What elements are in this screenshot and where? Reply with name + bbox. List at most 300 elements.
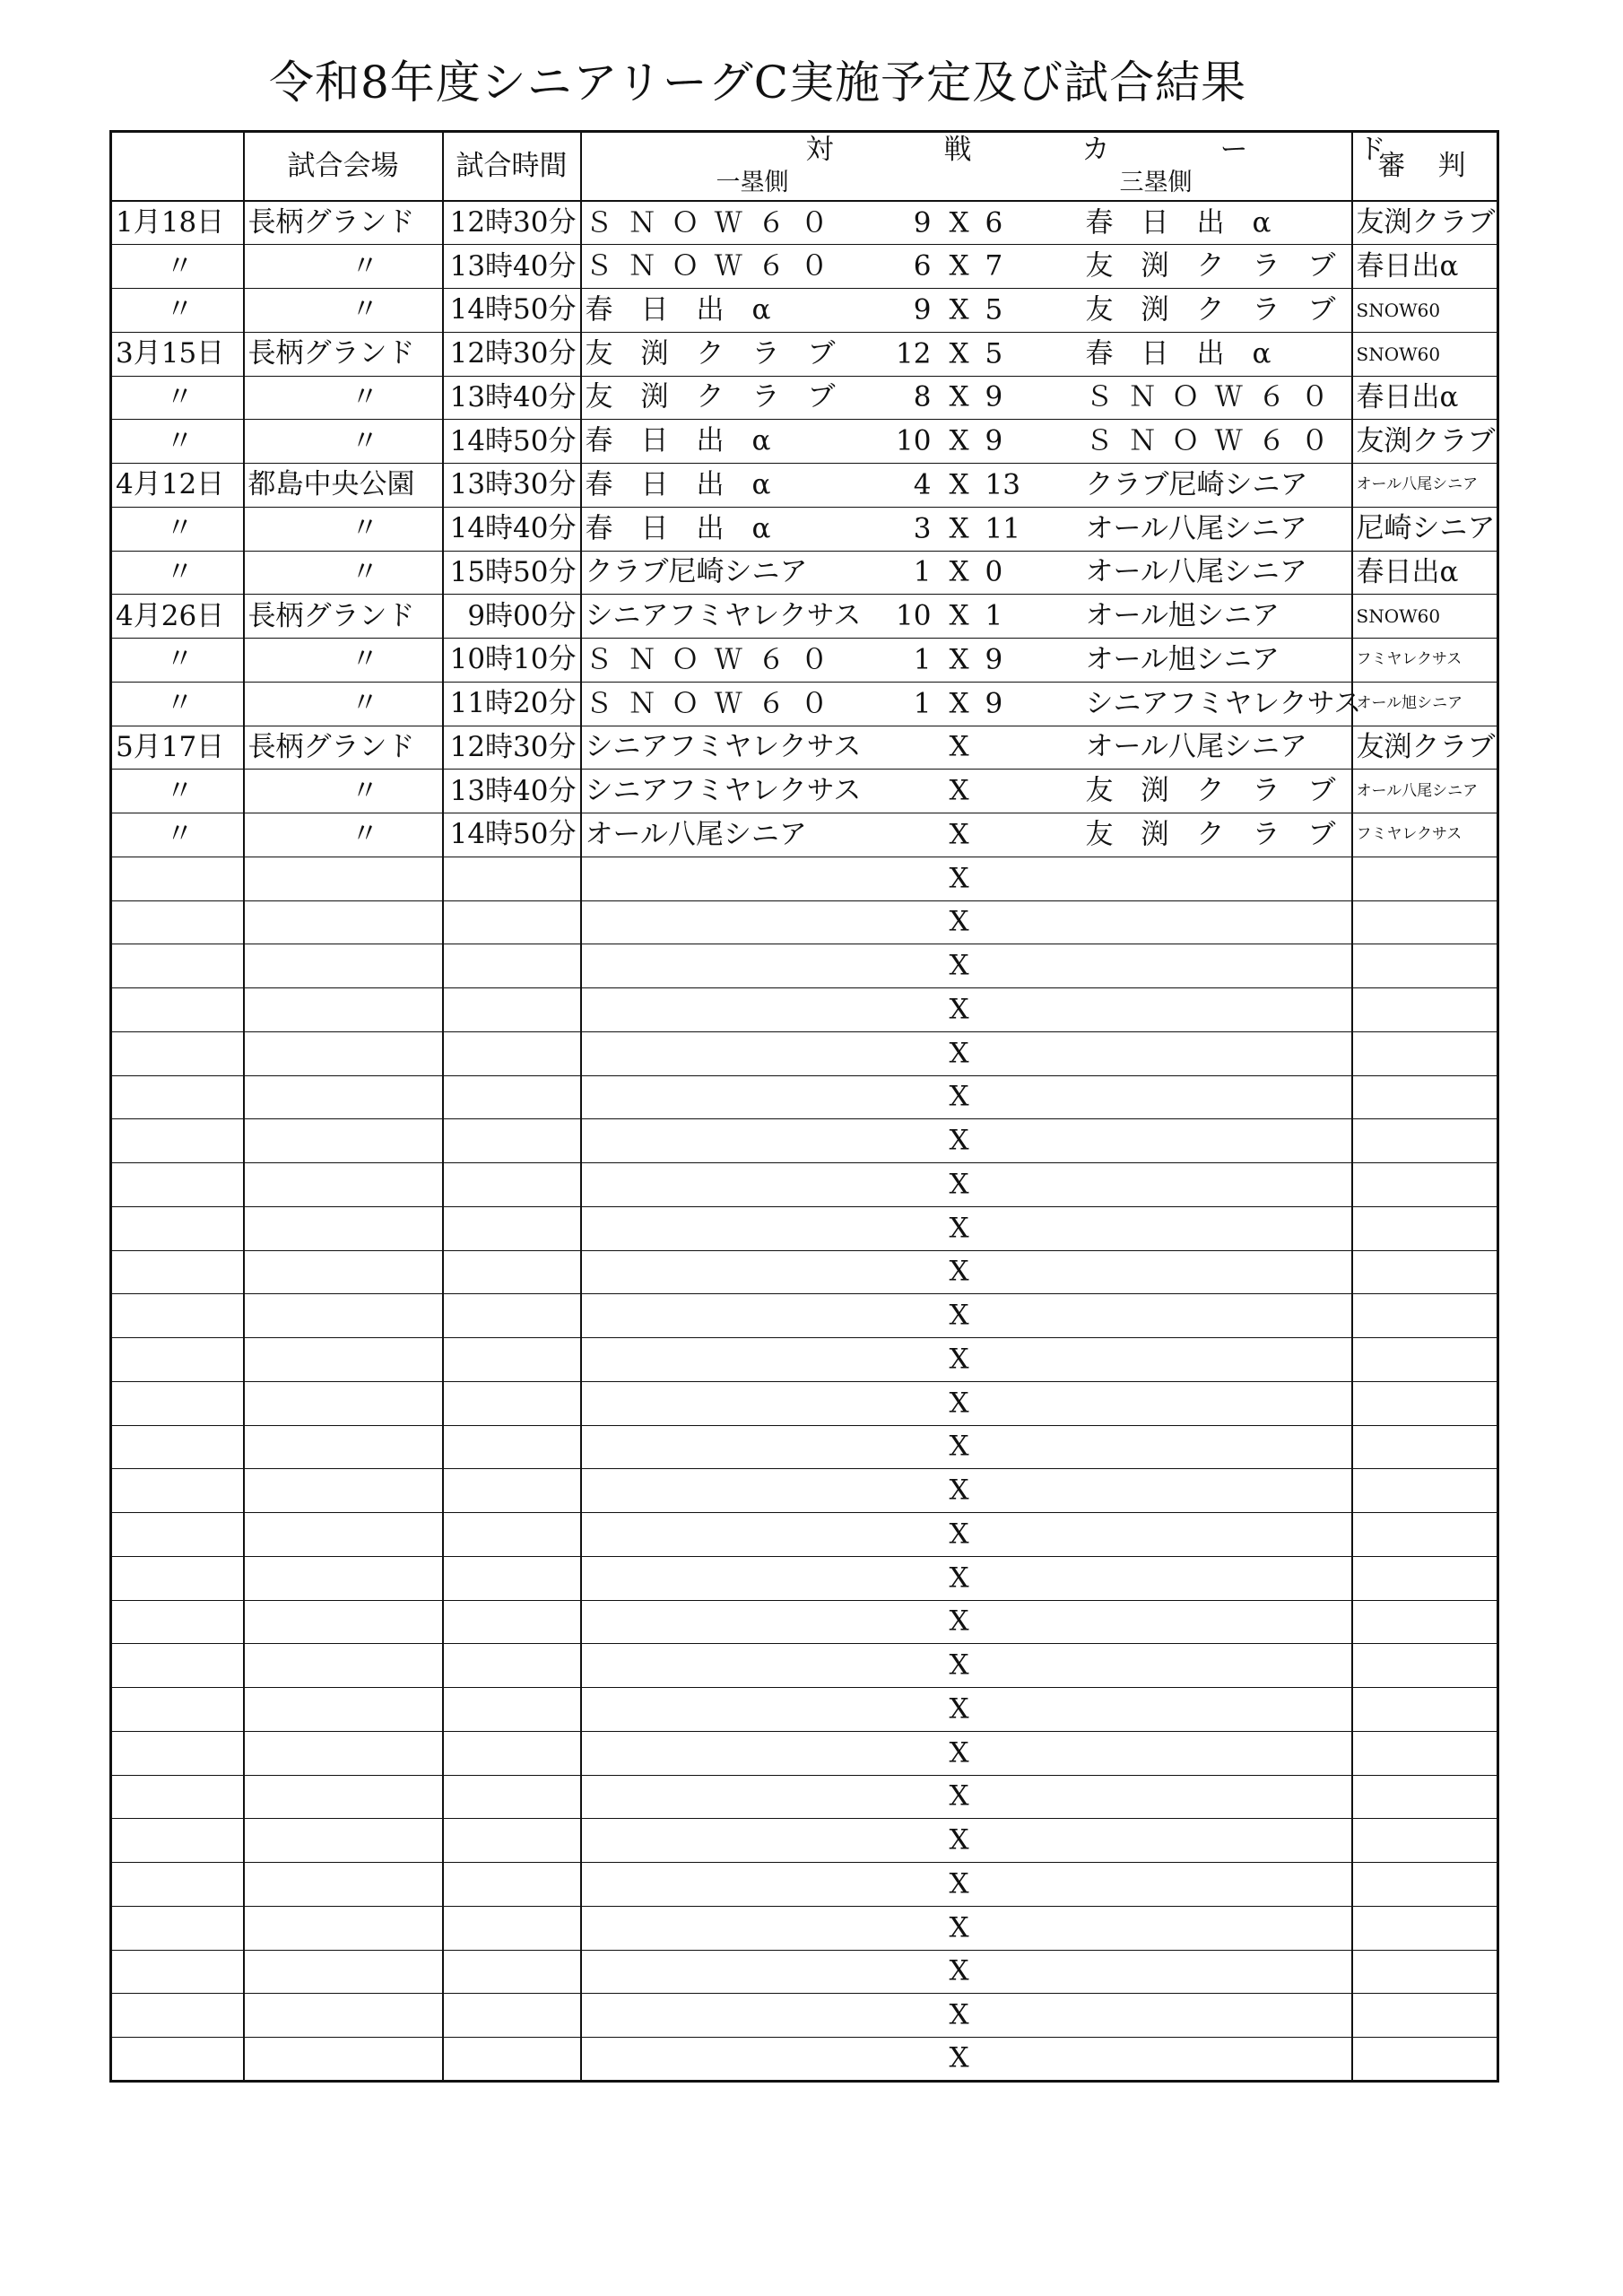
game-referee: 友渕クラブ — [1352, 420, 1498, 464]
empty-cell — [1352, 1644, 1498, 1688]
empty-row — [111, 1163, 1498, 1207]
game-time: 12時30分 — [443, 201, 581, 245]
empty-cell — [244, 1294, 443, 1338]
empty-cell — [1352, 988, 1498, 1032]
empty-row — [111, 1775, 1498, 1819]
empty-cell — [244, 988, 443, 1032]
first-base-score: 1 — [913, 687, 932, 720]
empty-row — [111, 1075, 1498, 1119]
game-card — [581, 1031, 1352, 1075]
empty-cell — [1352, 1556, 1498, 1600]
vs-mark: X — [949, 1124, 969, 1157]
first-base-score: 10 — [896, 599, 932, 632]
game-time: 13時30分 — [443, 464, 581, 508]
third-base-score: 13 — [985, 468, 1020, 501]
first-base-team: 友 渕 ク ラ ブ — [585, 337, 836, 370]
game-venue: 〃 — [244, 639, 443, 683]
game-card — [581, 1469, 1352, 1513]
vs-mark: X — [949, 905, 969, 938]
empty-cell — [443, 1906, 581, 1950]
table-row — [111, 770, 1498, 813]
game-card — [581, 1644, 1352, 1688]
empty-cell — [111, 1731, 244, 1775]
empty-cell — [443, 1644, 581, 1688]
vs-mark: X — [949, 1299, 969, 1332]
game-date: 5月17日 — [111, 726, 244, 770]
game-time: 11時20分 — [443, 682, 581, 726]
empty-cell — [1352, 1294, 1498, 1338]
empty-row — [111, 1338, 1498, 1382]
vs-mark: X — [949, 1736, 969, 1770]
empty-cell — [244, 1863, 443, 1907]
empty-cell — [443, 1163, 581, 1207]
empty-row — [111, 1556, 1498, 1600]
first-base-team: 春 日 出 α — [585, 468, 771, 501]
game-card — [581, 1950, 1352, 1994]
empty-cell — [244, 1731, 443, 1775]
empty-cell — [443, 1994, 581, 2038]
third-base-score: 7 — [985, 249, 1003, 283]
empty-cell — [443, 2038, 581, 2082]
empty-cell — [244, 1075, 443, 1119]
empty-cell — [1352, 1819, 1498, 1863]
vs-mark: X — [949, 293, 969, 326]
first-base-team: シニアフミヤレクサス — [585, 774, 862, 807]
empty-row — [111, 1863, 1498, 1907]
game-card — [581, 1294, 1352, 1338]
header-card-title: 対 戦 カ ー ド — [805, 134, 1428, 166]
vs-mark: X — [949, 1343, 969, 1376]
first-base-score: 1 — [913, 643, 932, 676]
empty-cell — [443, 1381, 581, 1425]
table-row — [111, 420, 1498, 464]
game-venue: 〃 — [244, 420, 443, 464]
game-date: 〃 — [111, 682, 244, 726]
game-card — [581, 1731, 1352, 1775]
empty-cell — [111, 1250, 244, 1294]
empty-cell — [443, 1031, 581, 1075]
vs-mark: X — [949, 1430, 969, 1463]
empty-cell — [244, 1206, 443, 1250]
empty-row — [111, 1688, 1498, 1732]
empty-row — [111, 1600, 1498, 1644]
table-row — [111, 201, 1498, 245]
table-row — [111, 813, 1498, 857]
empty-cell — [443, 1206, 581, 1250]
vs-mark: X — [949, 2041, 969, 2074]
third-base-team: 友 渕 ク ラ ブ — [1085, 774, 1336, 807]
empty-cell — [111, 1819, 244, 1863]
third-base-team: シニアフミヤレクサス — [1085, 687, 1362, 720]
game-venue: 都島中央公園 — [244, 464, 443, 508]
empty-cell — [111, 857, 244, 900]
empty-cell — [1352, 1075, 1498, 1119]
empty-cell — [1352, 1381, 1498, 1425]
game-referee: 友渕クラブ — [1352, 201, 1498, 245]
empty-cell — [1352, 1425, 1498, 1469]
empty-row — [111, 1031, 1498, 1075]
empty-cell — [443, 1294, 581, 1338]
empty-cell — [244, 1906, 443, 1950]
empty-cell — [111, 1775, 244, 1819]
empty-row — [111, 1206, 1498, 1250]
empty-cell — [111, 1338, 244, 1382]
empty-cell — [443, 1119, 581, 1163]
empty-row — [111, 1119, 1498, 1163]
empty-cell — [111, 1206, 244, 1250]
empty-cell — [443, 857, 581, 900]
game-card — [581, 332, 1352, 376]
empty-cell — [1352, 1163, 1498, 1207]
header-card — [581, 132, 1428, 202]
game-venue: 長柄グランド — [244, 726, 443, 770]
vs-mark: X — [949, 687, 969, 720]
first-base-team: ＳＮＯＷ６０ — [585, 687, 844, 720]
third-base-team: 友 渕 ク ラ ブ — [1085, 818, 1336, 851]
game-date: 〃 — [111, 245, 244, 289]
game-card — [581, 1819, 1352, 1863]
empty-cell — [1352, 1775, 1498, 1819]
empty-cell — [1352, 1338, 1498, 1382]
table-row — [111, 289, 1498, 333]
game-date: 4月26日 — [111, 595, 244, 639]
empty-cell — [443, 1600, 581, 1644]
empty-cell — [244, 1381, 443, 1425]
empty-cell — [111, 988, 244, 1032]
first-base-team: シニアフミヤレクサス — [585, 730, 862, 763]
table-row — [111, 639, 1498, 683]
game-venue: 〃 — [244, 682, 443, 726]
game-time: 13時40分 — [443, 376, 581, 420]
empty-cell — [244, 1775, 443, 1819]
header-date — [111, 132, 244, 202]
header-venue: 試合会場 — [244, 132, 443, 202]
vs-mark: X — [949, 468, 969, 501]
first-base-score: 9 — [913, 293, 932, 326]
game-card — [581, 1513, 1352, 1557]
game-referee: 友渕クラブ — [1352, 726, 1498, 770]
vs-mark: X — [949, 1168, 969, 1201]
vs-mark: X — [949, 1823, 969, 1857]
vs-mark: X — [949, 512, 969, 545]
game-card — [581, 201, 1352, 245]
empty-row — [111, 2038, 1498, 2082]
game-referee: オール八尾シニア — [1352, 464, 1498, 508]
empty-cell — [1352, 1469, 1498, 1513]
game-card — [581, 1119, 1352, 1163]
game-date: 〃 — [111, 420, 244, 464]
empty-cell — [1352, 2038, 1498, 2082]
empty-cell — [111, 1381, 244, 1425]
third-base-score: 5 — [985, 293, 1003, 326]
vs-mark: X — [949, 249, 969, 283]
empty-cell — [443, 1469, 581, 1513]
game-card — [581, 1075, 1352, 1119]
empty-row — [111, 1469, 1498, 1513]
empty-cell — [1352, 1688, 1498, 1732]
empty-cell — [443, 1775, 581, 1819]
vs-mark: X — [949, 206, 969, 239]
first-base-team: ＳＮＯＷ６０ — [585, 206, 844, 239]
game-date: 〃 — [111, 639, 244, 683]
game-referee: オール旭シニア — [1352, 682, 1498, 726]
game-date: 4月12日 — [111, 464, 244, 508]
game-card — [581, 1688, 1352, 1732]
vs-mark: X — [949, 1867, 969, 1900]
vs-mark: X — [949, 1037, 969, 1070]
table-row — [111, 376, 1498, 420]
vs-mark: X — [949, 599, 969, 632]
table-row — [111, 551, 1498, 595]
game-venue: 〃 — [244, 245, 443, 289]
empty-cell — [443, 1731, 581, 1775]
empty-row — [111, 1994, 1498, 2038]
game-card — [581, 726, 1352, 770]
game-referee: フミヤレクサス — [1352, 813, 1498, 857]
empty-cell — [443, 1950, 581, 1994]
game-referee: SNOW60 — [1352, 289, 1498, 333]
vs-mark: X — [949, 337, 969, 370]
empty-cell — [111, 1119, 244, 1163]
empty-cell — [111, 1950, 244, 1994]
empty-cell — [111, 1863, 244, 1907]
empty-row — [111, 1250, 1498, 1294]
empty-cell — [111, 1075, 244, 1119]
empty-cell — [1352, 1863, 1498, 1907]
game-time: 9時00分 — [443, 595, 581, 639]
empty-cell — [111, 1556, 244, 1600]
empty-cell — [111, 900, 244, 944]
table-row — [111, 726, 1498, 770]
game-venue: 〃 — [244, 813, 443, 857]
game-card — [581, 1863, 1352, 1907]
third-base-team: 春 日 出 α — [1085, 206, 1271, 239]
game-card — [581, 2038, 1352, 2082]
game-referee: フミヤレクサス — [1352, 639, 1498, 683]
table-row — [111, 682, 1498, 726]
empty-cell — [111, 1163, 244, 1207]
vs-mark: X — [949, 1692, 969, 1726]
vs-mark: X — [949, 1605, 969, 1638]
empty-cell — [111, 1994, 244, 2038]
game-venue: 〃 — [244, 551, 443, 595]
first-base-score: 3 — [913, 512, 932, 545]
schedule-table — [109, 130, 1499, 2083]
game-time: 14時50分 — [443, 289, 581, 333]
game-card — [581, 507, 1352, 551]
empty-cell — [244, 1819, 443, 1863]
vs-mark: X — [949, 774, 969, 807]
empty-row — [111, 1950, 1498, 1994]
game-card — [581, 988, 1352, 1032]
third-base-score: 6 — [985, 206, 1003, 239]
page-title: 令和8年度シニアリーグC実施予定及び試合結果 — [269, 57, 1247, 109]
first-base-score: 10 — [896, 424, 932, 457]
game-card — [581, 813, 1352, 857]
vs-mark: X — [949, 1255, 969, 1288]
table-row — [111, 245, 1498, 289]
empty-cell — [111, 944, 244, 988]
vs-mark: X — [949, 1387, 969, 1420]
empty-cell — [443, 1556, 581, 1600]
first-base-team: クラブ尼崎シニア — [585, 555, 808, 588]
game-card — [581, 1381, 1352, 1425]
empty-row — [111, 1731, 1498, 1775]
vs-mark: X — [949, 730, 969, 763]
empty-cell — [443, 1513, 581, 1557]
empty-row — [111, 988, 1498, 1032]
empty-cell — [244, 1425, 443, 1469]
game-time: 14時40分 — [443, 507, 581, 551]
game-card — [581, 464, 1352, 508]
empty-cell — [1352, 1731, 1498, 1775]
game-referee: SNOW60 — [1352, 595, 1498, 639]
empty-row — [111, 857, 1498, 900]
empty-cell — [1352, 944, 1498, 988]
vs-mark: X — [949, 1080, 969, 1113]
empty-cell — [1352, 1906, 1498, 1950]
vs-mark: X — [949, 949, 969, 982]
first-base-team: 春 日 出 α — [585, 293, 771, 326]
game-referee: 春日出α — [1352, 245, 1498, 289]
game-card — [581, 551, 1352, 595]
game-date: 〃 — [111, 551, 244, 595]
game-time: 14時50分 — [443, 420, 581, 464]
game-card — [581, 289, 1352, 333]
game-date: 〃 — [111, 813, 244, 857]
empty-cell — [244, 1556, 443, 1600]
vs-mark: X — [949, 1212, 969, 1245]
game-time: 12時30分 — [443, 332, 581, 376]
game-referee: 春日出α — [1352, 376, 1498, 420]
table-row — [111, 595, 1498, 639]
vs-mark: X — [949, 1518, 969, 1551]
vs-mark: X — [949, 1954, 969, 1987]
empty-cell — [244, 944, 443, 988]
empty-cell — [443, 1425, 581, 1469]
game-card — [581, 1163, 1352, 1207]
empty-row — [111, 1513, 1498, 1557]
game-time: 15時50分 — [443, 551, 581, 595]
game-card — [581, 376, 1352, 420]
game-time: 12時30分 — [443, 726, 581, 770]
empty-cell — [111, 1644, 244, 1688]
first-base-score: 12 — [896, 337, 932, 370]
game-date: 3月15日 — [111, 332, 244, 376]
vs-mark: X — [949, 643, 969, 676]
game-time: 10時10分 — [443, 639, 581, 683]
first-base-score: 1 — [913, 555, 932, 588]
header-time: 試合時間 — [443, 132, 581, 202]
empty-cell — [443, 1075, 581, 1119]
empty-cell — [244, 900, 443, 944]
empty-cell — [1352, 1119, 1498, 1163]
empty-row — [111, 1425, 1498, 1469]
table-row — [111, 464, 1498, 508]
empty-row — [111, 900, 1498, 944]
empty-cell — [111, 1600, 244, 1644]
empty-cell — [443, 944, 581, 988]
empty-cell — [1352, 1994, 1498, 2038]
empty-cell — [111, 1469, 244, 1513]
vs-mark: X — [949, 424, 969, 457]
empty-cell — [1352, 1206, 1498, 1250]
header-third-base: 三塁側 — [1119, 169, 1193, 196]
empty-cell — [111, 1031, 244, 1075]
first-base-team: ＳＮＯＷ６０ — [585, 643, 844, 676]
first-base-score: 8 — [913, 380, 932, 413]
game-date: 〃 — [111, 376, 244, 420]
empty-cell — [244, 1163, 443, 1207]
empty-cell — [443, 1338, 581, 1382]
third-base-team: 春 日 出 α — [1085, 337, 1271, 370]
third-base-team: オール八尾シニア — [1085, 730, 1307, 763]
empty-row — [111, 1294, 1498, 1338]
empty-cell — [244, 1119, 443, 1163]
empty-cell — [443, 1688, 581, 1732]
header-referee: 審判 — [1352, 132, 1498, 202]
third-base-team: オール八尾シニア — [1085, 555, 1307, 588]
empty-cell — [111, 1294, 244, 1338]
third-base-score: 9 — [985, 643, 1003, 676]
first-base-team: ＳＮＯＷ６０ — [585, 249, 844, 283]
game-card — [581, 682, 1362, 726]
game-referee: 春日出α — [1352, 551, 1498, 595]
empty-cell — [244, 1031, 443, 1075]
vs-mark: X — [949, 1998, 969, 2031]
third-base-score: 11 — [985, 512, 1020, 545]
first-base-team: オール八尾シニア — [585, 818, 807, 851]
game-date: 〃 — [111, 770, 244, 813]
empty-cell — [244, 1513, 443, 1557]
empty-cell — [244, 1688, 443, 1732]
empty-cell — [244, 1644, 443, 1688]
header-row — [111, 132, 1498, 202]
empty-cell — [111, 1425, 244, 1469]
vs-mark: X — [949, 862, 969, 895]
third-base-team: オール旭シニア — [1085, 599, 1280, 632]
game-card — [581, 1250, 1352, 1294]
third-base-score: 1 — [985, 599, 1003, 632]
empty-cell — [111, 1688, 244, 1732]
first-base-team: シニアフミヤレクサス — [585, 599, 862, 632]
game-venue: 長柄グランド — [244, 595, 443, 639]
empty-cell — [244, 2038, 443, 2082]
empty-cell — [1352, 1600, 1498, 1644]
empty-row — [111, 1819, 1498, 1863]
third-base-score: 0 — [985, 555, 1003, 588]
first-base-score: 4 — [913, 468, 932, 501]
game-card — [581, 1556, 1352, 1600]
vs-mark: X — [949, 380, 969, 413]
empty-cell — [1352, 1031, 1498, 1075]
vs-mark: X — [949, 555, 969, 588]
empty-cell — [244, 1338, 443, 1382]
game-date: 〃 — [111, 507, 244, 551]
vs-mark: X — [949, 1561, 969, 1595]
empty-cell — [111, 1513, 244, 1557]
empty-cell — [443, 988, 581, 1032]
first-base-score: 6 — [913, 249, 932, 283]
empty-cell — [244, 857, 443, 900]
first-base-team: 春 日 出 α — [585, 512, 771, 545]
game-referee: 尼崎シニア — [1352, 507, 1498, 551]
third-base-score: 9 — [985, 424, 1003, 457]
empty-cell — [443, 1819, 581, 1863]
game-card — [581, 595, 1352, 639]
game-referee: オール八尾シニア — [1352, 770, 1498, 813]
game-card — [581, 1425, 1352, 1469]
